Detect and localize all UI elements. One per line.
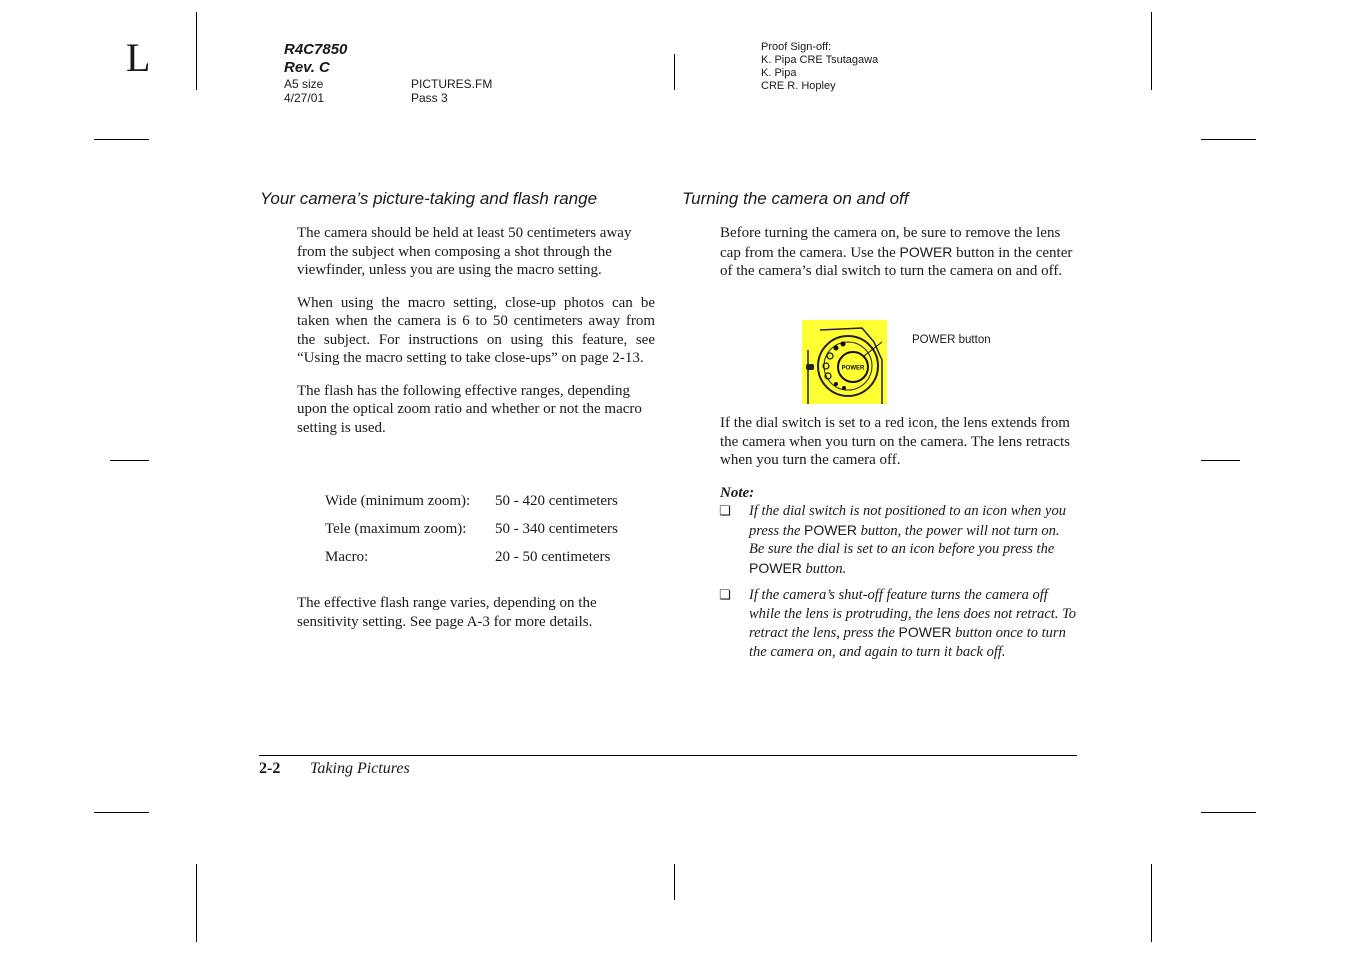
proof-signoff	[761, 41, 878, 93]
proof-line: K. Pipa CRE Tsutagawa	[761, 54, 879, 66]
range-row	[325, 548, 368, 566]
paragraph: When using the macro setting, close-up photos can be taken when the camera is 6 to 50 centimeters away from the subject. For instructions on using this feature, see “Using the macro setting to take close-ups” on page 2-13.	[297, 294, 655, 366]
power-term: POWER	[898, 624, 952, 640]
checkbox-bullet: ❏	[719, 504, 731, 519]
checkbox-bullet: ❏	[719, 588, 731, 603]
crop-mark	[674, 864, 675, 900]
file-name: PICTURES.FM	[411, 77, 493, 91]
note-item: If the dial switch is not positioned to an icon when you press the POWER button, the power will not turn on. Be sure the dial is set to an icon before you press the POWER button.	[749, 503, 1066, 577]
paragraph: The effective flash range varies, depending on the sensitivity setting. See page A-3 for more details.	[297, 595, 597, 630]
left-body	[297, 224, 655, 451]
range-value: 50 - 420 centimeters	[495, 493, 618, 509]
figure-caption: POWER button	[912, 334, 991, 346]
range-label: Macro:	[325, 549, 369, 565]
paragraph: The flash has the following effective ranges, depending upon the optical zoom ratio and whether or not the macro setting is used.	[297, 382, 642, 436]
crop-mark	[1201, 139, 1256, 140]
crop-mark	[94, 139, 149, 140]
crop-mark	[196, 12, 197, 90]
corner-letter: L	[126, 35, 151, 80]
proof-line: K. Pipa	[761, 67, 797, 79]
section-heading: Turning the camera on and off	[682, 189, 909, 208]
revision: Rev. C	[284, 59, 330, 76]
crop-mark	[196, 864, 197, 942]
crop-mark	[94, 812, 149, 813]
range-row	[325, 492, 470, 510]
range-value: 20 - 50 centimeters	[495, 549, 611, 565]
range-value: 50 - 340 centimeters	[495, 521, 618, 537]
proof-line: CRE R. Hopley	[761, 80, 836, 92]
pass-number: Pass 3	[411, 91, 448, 105]
note-item: If the camera’s shut-off feature turns the camera off while the lens is protruding, the lens does not retract. To retract the lens, press the POWER button once to turn the camera on, and again to turn it back off.	[749, 587, 1077, 660]
camera-dial-figure	[802, 320, 887, 404]
page-number: 2-2	[259, 760, 281, 777]
power-term: POWER	[804, 521, 857, 538]
camera-dial-illustration	[802, 320, 887, 404]
power-term: POWER	[899, 243, 953, 260]
crop-mark	[1151, 864, 1152, 942]
section-heading: Your camera’s picture-taking and flash range	[260, 189, 598, 208]
crop-mark	[1201, 812, 1256, 813]
doc-code: R4C7850	[284, 41, 348, 58]
footer-rule	[259, 755, 1077, 756]
power-term: POWER	[749, 559, 802, 576]
paragraph: If the dial switch is set to a red icon, the lens extends from the camera when you turn on the camera. The lens retracts when you turn the camera off.	[720, 415, 1070, 468]
section-title: Taking Pictures	[310, 760, 410, 777]
print-date: 4/27/01	[284, 91, 325, 105]
crop-mark	[674, 54, 675, 90]
paragraph: Before turning the camera on, be sure to remove the lens cap from the camera. Use the POWER button in the center of the camera’s dial switch to turn the camera on and off.	[720, 225, 1073, 279]
paragraph: The camera should be held at least 50 centimeters away from the subject when composing a shot through the viewfinder, unless you are using the macro setting.	[297, 225, 632, 278]
range-label: Tele (maximum zoom):	[325, 521, 467, 537]
crop-mark	[1151, 12, 1152, 90]
proof-title: Proof Sign-off:	[761, 41, 832, 53]
dial-label: POWER	[841, 365, 865, 372]
crop-mark	[110, 460, 149, 461]
range-label: Wide (minimum zoom):	[325, 493, 471, 509]
page-size: A5 size	[284, 77, 324, 91]
crop-mark	[1201, 460, 1240, 461]
range-row	[325, 520, 466, 538]
note-label: Note:	[720, 485, 755, 501]
